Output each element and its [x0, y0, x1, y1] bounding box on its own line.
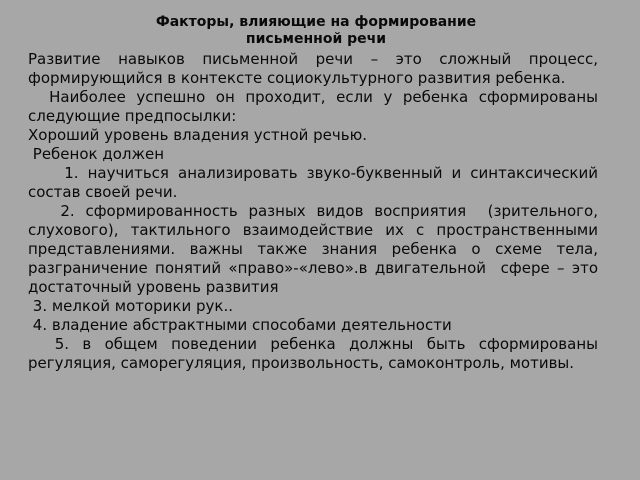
title-line-1: Факторы, влияющие на формирование [155, 14, 477, 30]
paragraph-4: Ребенок должен [28, 145, 165, 163]
paragraph-9: 5. в общем поведении ребенка должны быть сформированы регуляция, саморегуляция, произвольность, самоконтроль, мотивы. [28, 335, 603, 372]
paragraph-7: 3. мелкой моторики рук.. [28, 297, 233, 315]
paragraph-8: 4. владение абстрактными способами деятельности [28, 316, 452, 334]
slide-title [28, 14, 598, 48]
paragraph-3: Хороший уровень владения устной речью. [28, 126, 367, 144]
paragraph-1: Развитие навыков письменной речи – это сложный процесс, формирующийся в контексте социокультурного развития ребенка. [28, 50, 598, 87]
paragraph-6: 2. сформированность разных видов восприятия (зрительного, слухового), тактильного взаимодействие их с пространственными представлениями. важны также знания ребенка о схеме тела, разграничение понятий «право»-«лево».в двигательной сфере – это достаточный уровень развития [28, 202, 603, 296]
paragraph-5: 1. научиться анализировать звуко-буквенный и синтаксический состав своей речи. [28, 164, 603, 201]
title-line-2: письменной речи [245, 31, 387, 47]
slide-body [28, 50, 603, 373]
paragraph-2: Наиболее успешно он проходит, если у ребенка сформированы следующие предпосылки: [28, 88, 603, 125]
